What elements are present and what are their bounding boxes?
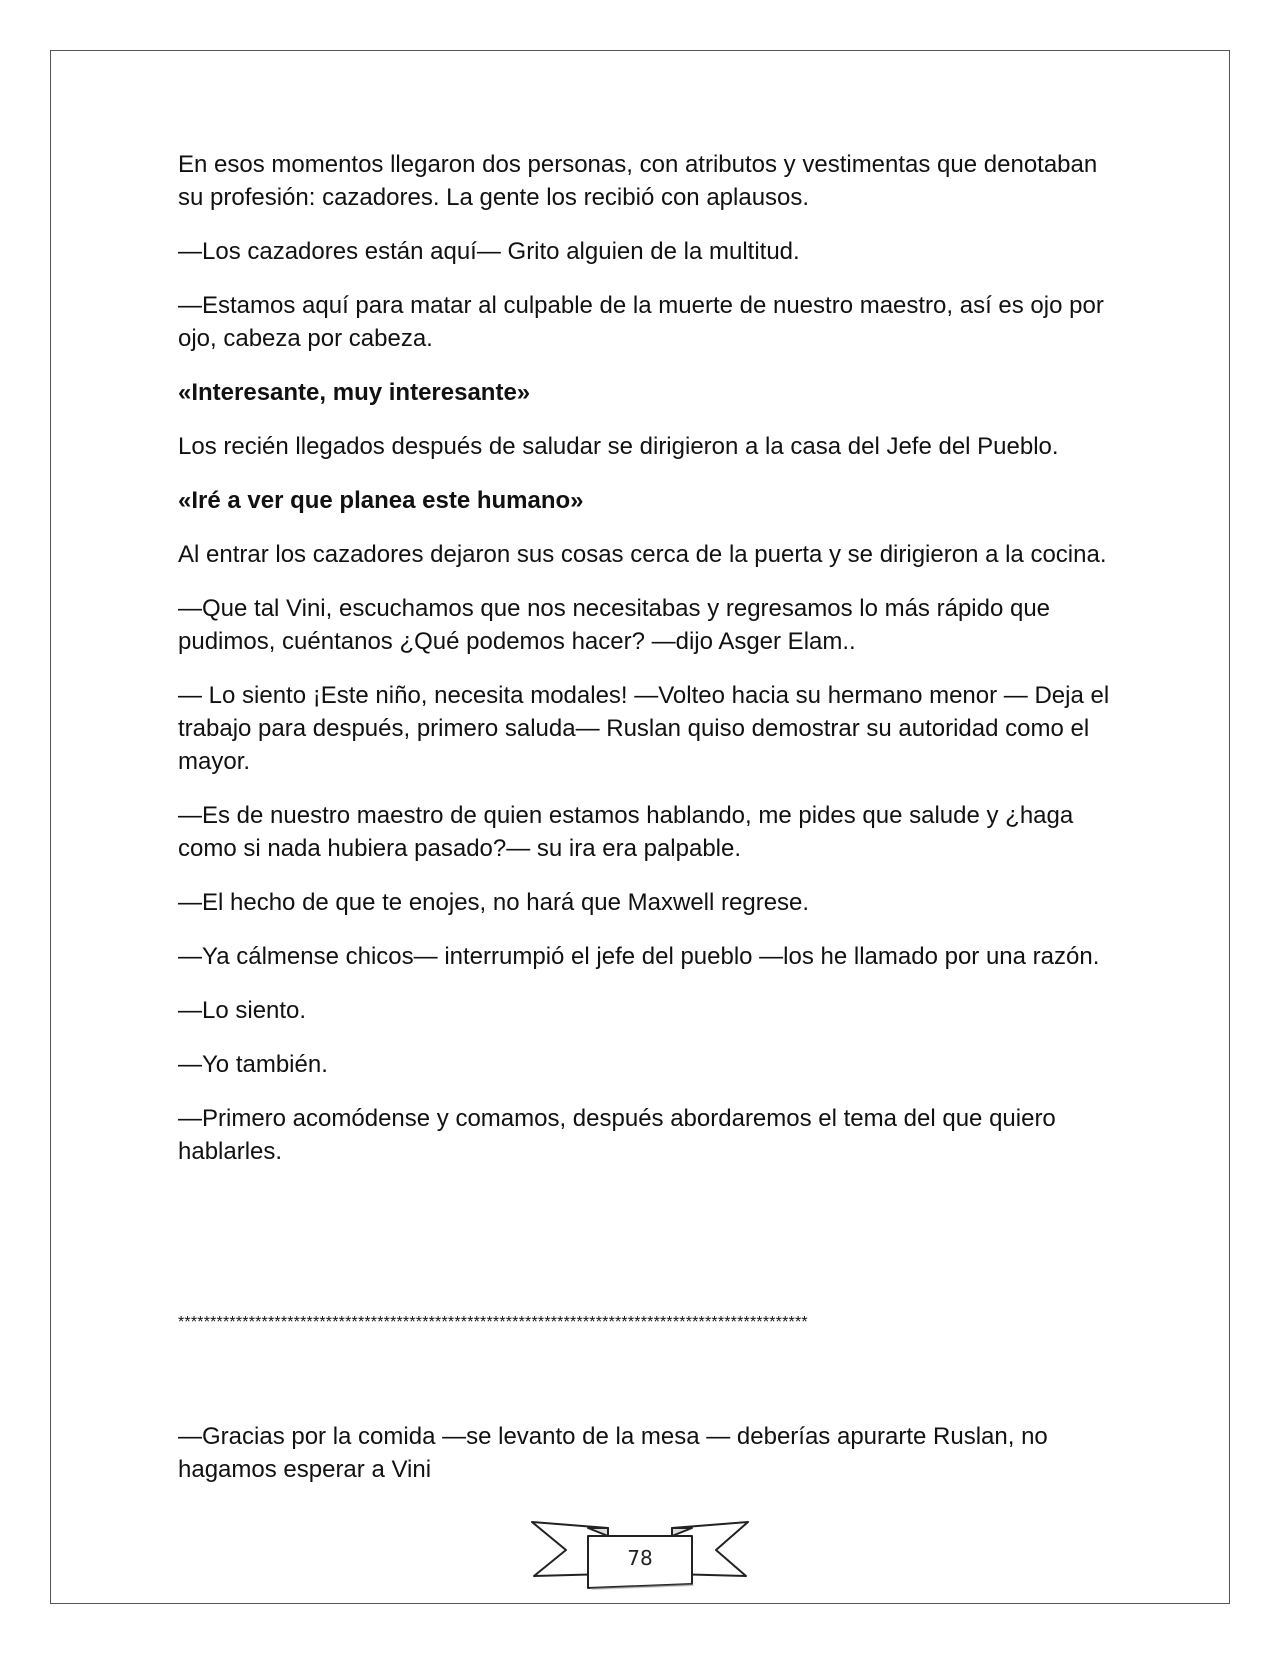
- paragraph: —Primero acomódense y comamos, después abordaremos el tema del que quiero hablarles.: [178, 1105, 1056, 1165]
- paragraph: —Los cazadores están aquí— Grito alguien de la multitud.: [178, 238, 800, 265]
- page-number: 78: [627, 1546, 653, 1570]
- scene-separator: **************************************************************************************************: [178, 1314, 808, 1331]
- paragraph: — Lo siento ¡Este niño, necesita modales! —Volteo hacia su hermano menor — Deja el trabajo para después, primero saluda— Ruslan quiso demostrar su autoridad como el mayor.: [178, 682, 1110, 775]
- paragraph: —Yo también.: [178, 1051, 328, 1078]
- closing-text: [178, 1420, 1118, 1486]
- paragraph: —Ya cálmense chicos— interrumpió el jefe del pueblo —los he llamado por una razón.: [178, 943, 1100, 970]
- thought-paragraph: «Interesante, muy interesante»: [178, 379, 531, 406]
- paragraph: Los recién llegados después de saludar se dirigieron a la casa del Jefe del Pueblo.: [178, 433, 1059, 460]
- paragraph: —El hecho de que te enojes, no hará que Maxwell regrese.: [178, 889, 810, 916]
- paragraph: —Gracias por la comida —se levanto de la mesa — deberías apurarte Ruslan, no hagamos esperar a Vini: [178, 1423, 1048, 1483]
- paragraph: —Que tal Vini, escuchamos que nos necesitabas y regresamos lo más rápido que pudimos, cuéntanos ¿Qué podemos hacer? —dijo Asger Elam..: [178, 595, 1051, 655]
- paragraph: En esos momentos llegaron dos personas, con atributos y vestimentas que denotaban su profesión: cazadores. La gente los recibió con aplausos.: [178, 151, 1098, 211]
- paragraph: —Estamos aquí para matar al culpable de la muerte de nuestro maestro, así es ojo por ojo, cabeza por cabeza.: [178, 292, 1104, 352]
- paragraph: Al entrar los cazadores dejaron sus cosas cerca de la puerta y se dirigieron a la cocina.: [178, 541, 1107, 568]
- body-text: [178, 148, 1118, 1189]
- paragraph: —Es de nuestro maestro de quien estamos hablando, me pides que salude y ¿haga como si nada hubiera pasado?— su ira era palpable.: [178, 802, 1074, 862]
- thought-paragraph: «Iré a ver que planea este humano»: [178, 487, 584, 514]
- paragraph: —Lo siento.: [178, 997, 307, 1024]
